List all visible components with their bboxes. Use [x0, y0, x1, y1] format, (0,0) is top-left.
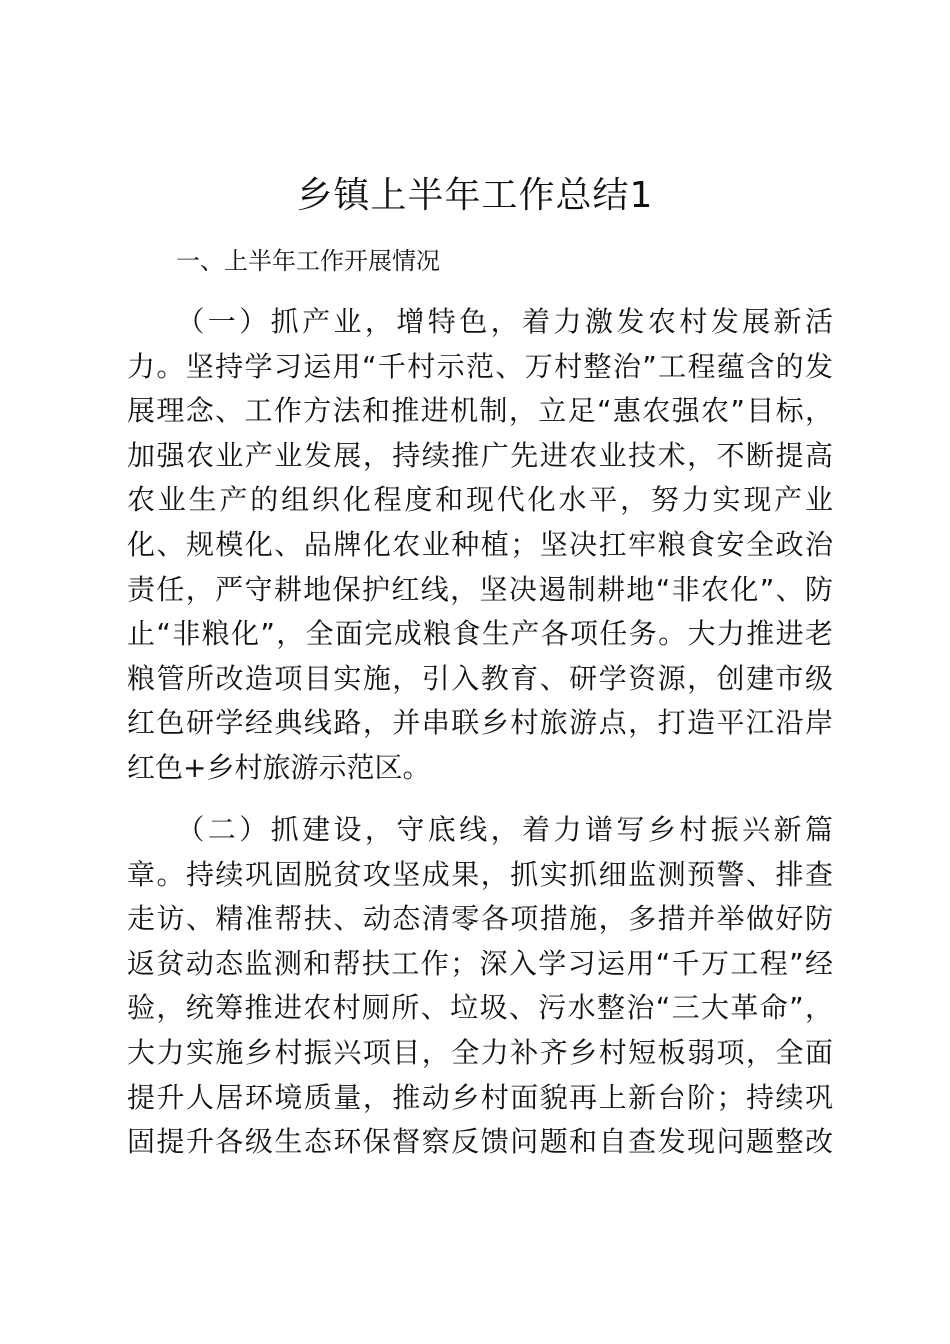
paragraph-industry — [127, 300, 833, 791]
paragraph-line: 走访、精准帮扶、动态清零各项措施，多措并举做好防 — [127, 902, 833, 936]
document-title: 乡镇上半年工作总结1 — [296, 175, 654, 216]
section-heading: 一、上半年工作开展情况 — [176, 247, 440, 275]
paragraph-line: 加强农业产业发展，持续推广先进农业技术，不断提高 — [127, 438, 833, 472]
paragraph-line: 大力实施乡村振兴项目，全力补齐乡村短板弱项，全面 — [127, 1035, 833, 1069]
paragraph-line: （二）抓建设，守底线，着力谱写乡村振兴新篇 — [127, 813, 833, 846]
paragraph-line: 章。持续巩固脱贫攻坚成果，抓实抓细监测预警、排查 — [127, 857, 833, 891]
paragraph-line: 返贫动态监测和帮扶工作；深入学习运用“千万工程”经 — [127, 946, 833, 980]
paragraph-line: 红色研学经典线路，并串联乡村旅游点，打造平江沿岸 — [127, 706, 833, 740]
paragraph-line: 止“非粮化”，全面完成粮食生产各项任务。大力推进老 — [127, 617, 833, 651]
paragraph-line: 化、规模化、品牌化农业种植；坚决扛牢粮食安全政治 — [127, 527, 833, 561]
paragraph-construction — [127, 808, 833, 1165]
paragraph-line: 责任，严守耕地保护红线，坚决遏制耕地“非农化”、防 — [127, 572, 833, 606]
paragraph-line: （一）抓产业，增特色，着力激发农村发展新活 — [127, 305, 833, 338]
paragraph-line: 提升人居环境质量，推动乡村面貌再上新台阶；持续巩 — [127, 1080, 833, 1114]
paragraph-line: 固提升各级生态环保督察反馈问题和自查发现问题整改 — [127, 1125, 833, 1159]
paragraph-line: 红色+乡村旅游示范区。 — [127, 750, 431, 784]
paragraph-line: 力。坚持学习运用“千村示范、万村整治”工程蕴含的发 — [127, 349, 833, 383]
paragraph-line: 农业生产的组织化程度和现代化水平，努力实现产业 — [127, 483, 833, 517]
paragraph-line: 验，统筹推进农村厕所、垃圾、污水整治“三大革命”， — [127, 991, 833, 1025]
paragraph-line: 展理念、工作方法和推进机制，立足“惠农强农”目标， — [127, 394, 833, 428]
paragraph-line: 粮管所改造项目实施，引入教育、研学资源，创建市级 — [127, 661, 833, 695]
